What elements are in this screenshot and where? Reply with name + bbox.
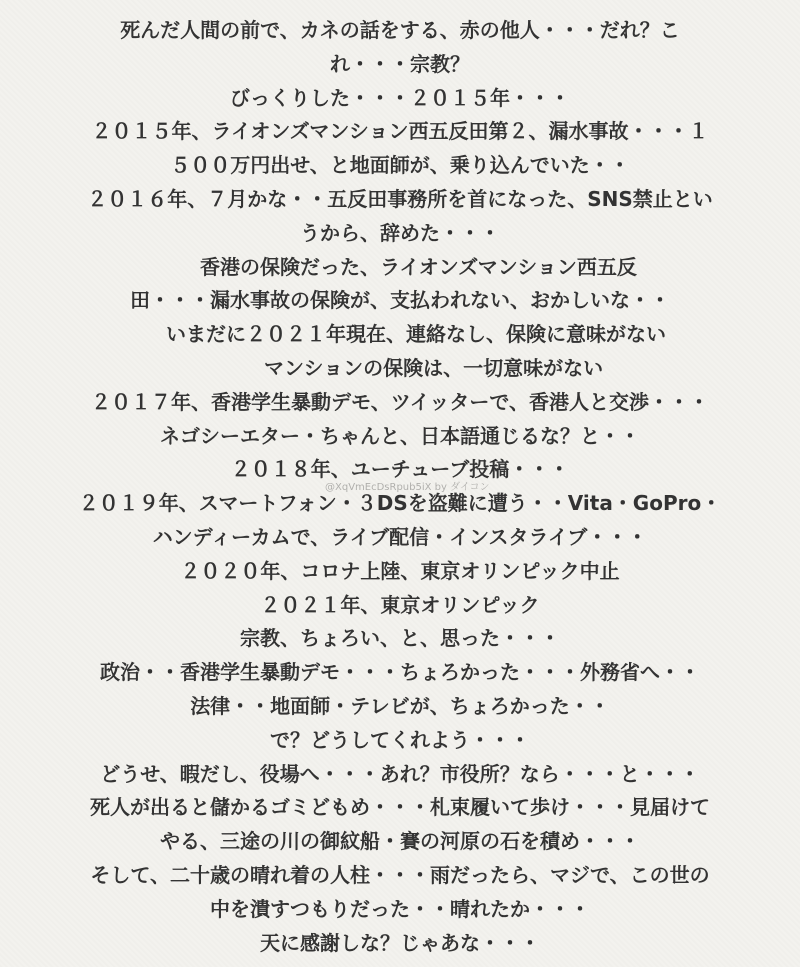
text-line: ハンディーカムで、ライブ配信・インスタライブ・・・ <box>152 524 648 549</box>
text-line: ２０１６年、７月かな・・五反田事務所を首になった、SNS禁止とい <box>87 186 713 211</box>
text-line: いまだに２０２１年現在、連絡なし、保険に意味がない <box>166 322 666 347</box>
text-line: うから、辞めた・・・ <box>300 220 500 245</box>
text-line: マンションの保険は、一切意味がない <box>264 355 604 380</box>
text-line: 天に感謝しな？じゃあな・・・ <box>260 930 540 955</box>
text-line: 香港の保険だった、ライオンズマンション西五反 <box>200 254 637 279</box>
text-line: ２０２１年、東京オリンピック <box>260 592 540 617</box>
text-line: 宗教、ちょろい、と、思った・・・ <box>240 626 560 651</box>
text-line: 中を潰すつもりだった・・晴れたか・・・ <box>210 896 590 921</box>
text-line: ２０１５年、ライオンズマンション西五反田第２、漏水事故・・・１ <box>91 119 709 144</box>
text-line: ５００万円出せ、と地面師が、乗り込んでいた・・ <box>170 153 630 178</box>
text-line: ネゴシーエター・ちゃんと、日本語通じるな？と・・ <box>160 423 640 448</box>
watermark: @XqVmEcDsRpub5iX by ダイコン <box>325 482 490 493</box>
text-line: ２０１９年、スマートフォン・３DSを盗難に遭う・・Vita・GoPro・ <box>78 491 722 516</box>
text-line: そして、二十歳の晴れ着の人柱・・・雨だったら、マジで、この世の <box>90 862 710 887</box>
text-line: ２０２０年、コロナ上陸、東京オリンピック中止 <box>180 558 620 583</box>
text-line: で？どうしてくれよう・・・ <box>270 727 530 752</box>
text-line: びっくりした・・・２０１５年・・・ <box>230 85 570 110</box>
text-line: 法律・・地面師・テレビが、ちょろかった・・ <box>190 693 610 718</box>
text-line: どうせ、暇だし、役場へ・・・あれ？市役所？なら・・・と・・・ <box>100 761 700 786</box>
text-line: ２０１８年、ユーチューブ投稿・・・ <box>230 457 570 482</box>
text-line: れ・・・宗教？ <box>330 51 470 76</box>
text-line: 政治・・香港学生暴動デモ・・・ちょろかった・・・外務省へ・・ <box>100 660 700 685</box>
text-line: 田・・・漏水事故の保険が、支払われない、おかしいな・・ <box>130 288 670 313</box>
text-line: ２０１７年、香港学生暴動デモ、ツイッターで、香港人と交渉・・・ <box>91 389 709 414</box>
text-line: やる、三途の川の御紋船・賽の河原の石を積め・・・ <box>160 829 640 854</box>
text-line: 死人が出ると儲かるゴミどもめ・・・札束履いて歩け・・・見届けて <box>90 795 710 820</box>
text-line: 死んだ人間の前で、カネの話をする、赤の他人・・・だれ？こ <box>120 18 680 42</box>
